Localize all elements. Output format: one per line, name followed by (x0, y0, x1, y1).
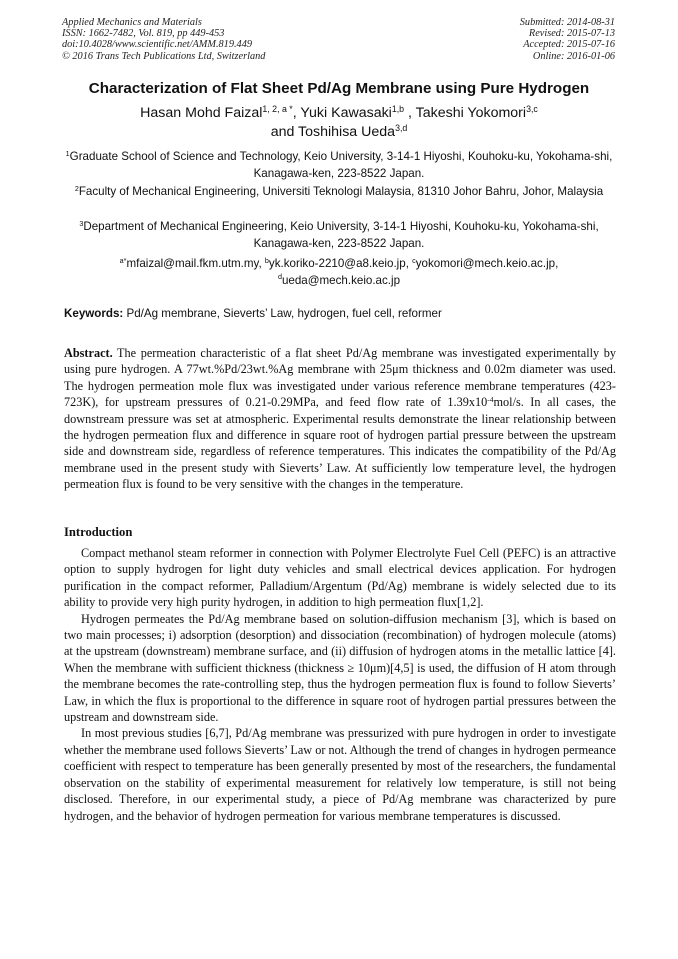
paragraph: Compact methanol steam reformer in connection with Polymer Electrolyte Fuel Cell (PEFC) is an attractive option to supply hydrogen for light duty vehicles and small electrical devices application. For hydrogen purification in the compact reformer, Palladium/Argentum (Pd/Ag) membrane is widely selected due to its ability to provide very high purity hydrogen, in addition to high permeation flux[1,2]. (64, 546, 616, 610)
abstract-exponent: -4 (487, 394, 494, 404)
email-sup: b (264, 255, 269, 265)
email-link[interactable]: mfaizal@mail.fkm.utm.my, (126, 257, 265, 270)
author-emails (64, 256, 614, 289)
author-sup: 3,c (526, 103, 538, 114)
abstract-label: Abstract. (64, 346, 113, 360)
abstract-text: The permeation characteristic of a flat sheet Pd/Ag membrane was investigated experimentally by using pure hydrogen. A 77wt.%Pd/23wt.%Ag membrane with 25μm thickness and 0.02m diameter was used. The hydrogen permeation mole flux was investigated under various reference membrane temperatures (423-723K), for upstream pressures of 0.21-0.29MPa, and feed flow rate of 1.39x10 (64, 346, 616, 410)
keywords (64, 307, 616, 320)
email-sup: d (277, 272, 282, 282)
affiliation-2 (64, 184, 614, 201)
affiliation-text: Department of Mechanical Engineering, Keio University, 3-14-1 Hiyoshi, Kouhoku-ku, Yokohama-shi, Kanagawa-ken, 223-8522 Japan. (83, 220, 599, 250)
affiliation-3 (64, 219, 614, 252)
date-accepted: Accepted: 2015-07-16 (523, 39, 615, 51)
affiliation-sup: 1 (65, 148, 70, 158)
abstract-text: mol/s. In all cases, the downstream pressure was set at atmospheric. Experimental results demonstrate the linear relationship between the hydrogen permeation flux and difference in square root of hydrogen partial pressure between the upstream side and downstream side, regardless of reference temperatures. This indicates the compatibility of the Pd/Ag membrane used in the present study with Sieverts’ Law. At sufficiently low temperature level, the hydrogen permeation flux is found to be very sensitive with the changes in the temperature. (64, 395, 616, 492)
author-name: and Toshihisa Ueda (270, 124, 396, 140)
paper-title: Characterization of Flat Sheet Pd/Ag Membrane using Pure Hydrogen (88, 80, 590, 97)
affiliation-text: Faculty of Mechanical Engineering, Universiti Teknologi Malaysia, 81310 Johor Bahru, Johor, Malaysia (78, 185, 604, 198)
author-line-2 (40, 124, 638, 140)
section-heading-introduction: Introduction (64, 525, 133, 539)
introduction-body (64, 545, 616, 824)
affiliation-1 (64, 149, 614, 182)
keywords-text: Pd/Ag membrane, Sieverts’ Law, hydrogen, fuel cell, reformer (123, 307, 442, 320)
publication-dates-header (520, 17, 615, 62)
abstract (64, 345, 616, 493)
journal-name: Applied Mechanics and Materials (62, 17, 202, 28)
journal-copyright: © 2016 Trans Tech Publications Ltd, Switzerland (62, 50, 266, 62)
author-sup: 1,b (391, 103, 405, 114)
journal-issn: ISSN: 1662-7482, Vol. 819, pp 449-453 (62, 28, 225, 40)
date-revised: Revised: 2015-07-13 (528, 28, 615, 40)
keywords-label: Keywords: (64, 307, 124, 320)
email-link[interactable]: ueda@mech.keio.ac.jp (281, 273, 401, 287)
email-sup: a* (119, 255, 127, 265)
affiliation-sup: 3 (79, 218, 84, 228)
author-sup: 1, 2, a * (262, 103, 293, 114)
author-name: , Takeshi Yokomori (404, 105, 527, 121)
author-line-1 (40, 105, 638, 121)
date-submitted: Submitted: 2014-08-31 (519, 17, 615, 28)
date-online: Online: 2016-01-06 (532, 50, 615, 62)
affiliation-text: Graduate School of Science and Technology, Keio University, 3-14-1 Hiyoshi, Kouhoku-ku, Yokohama-shi, Kanagawa-ken, 223-8522 Japan. (69, 150, 613, 180)
email-sup: c (412, 255, 416, 265)
author-name: Hasan Mohd Faizal (140, 105, 263, 121)
author-name: , Yuki Kawasaki (292, 105, 392, 121)
paragraph: Hydrogen permeates the Pd/Ag membrane based on solution-diffusion mechanism [3], which is based on two main processes; i) adsorption (desorption) and dissociation (recombination) of hydrogen molecule (atoms) at the upstream (downstream) membrane surface, and (ii) diffusion of hydrogen atoms in the metallic lattice [4]. When the membrane with sufficient thickness (thickness ≥ 10μm)[4,5] is used, the diffusion of H atom through the membrane becomes the rate-controlling step, thus the hydrogen permeation flux is found to follow Sieverts’ Law, in which the flux is proportional to the difference in square root of hydrogen partial pressures between the upstream and downstream side. (64, 611, 616, 725)
email-link[interactable]: yk.koriko-2210@a8.keio.jp, (268, 257, 413, 270)
paragraph: In most previous studies [6,7], Pd/Ag membrane was pressurized with pure hydrogen in order to investigate whether the membrane used follows Sieverts’ Law or not. Although the trend of changes in hydrogen permeance coefficient with respect to temperature has been generally presented by most of the researchers, the fundamental observation on the stability of experimental measurement for relatively low temperature, is still not being disclosed. Therefore, in our experimental study, a piece of Pd/Ag membrane was characterized by pure hydrogen, and the behavior of hydrogen permeation for various membrane temperatures is discussed. (64, 726, 616, 823)
email-link[interactable]: yokomori@mech.keio.ac.jp, (415, 257, 559, 270)
journal-doi: doi:10.4028/www.scientific.net/AMM.819.449 (62, 39, 252, 51)
journal-info-header (62, 17, 265, 62)
affiliation-sup: 2 (74, 183, 79, 193)
author-sup: 3,d (395, 122, 408, 133)
